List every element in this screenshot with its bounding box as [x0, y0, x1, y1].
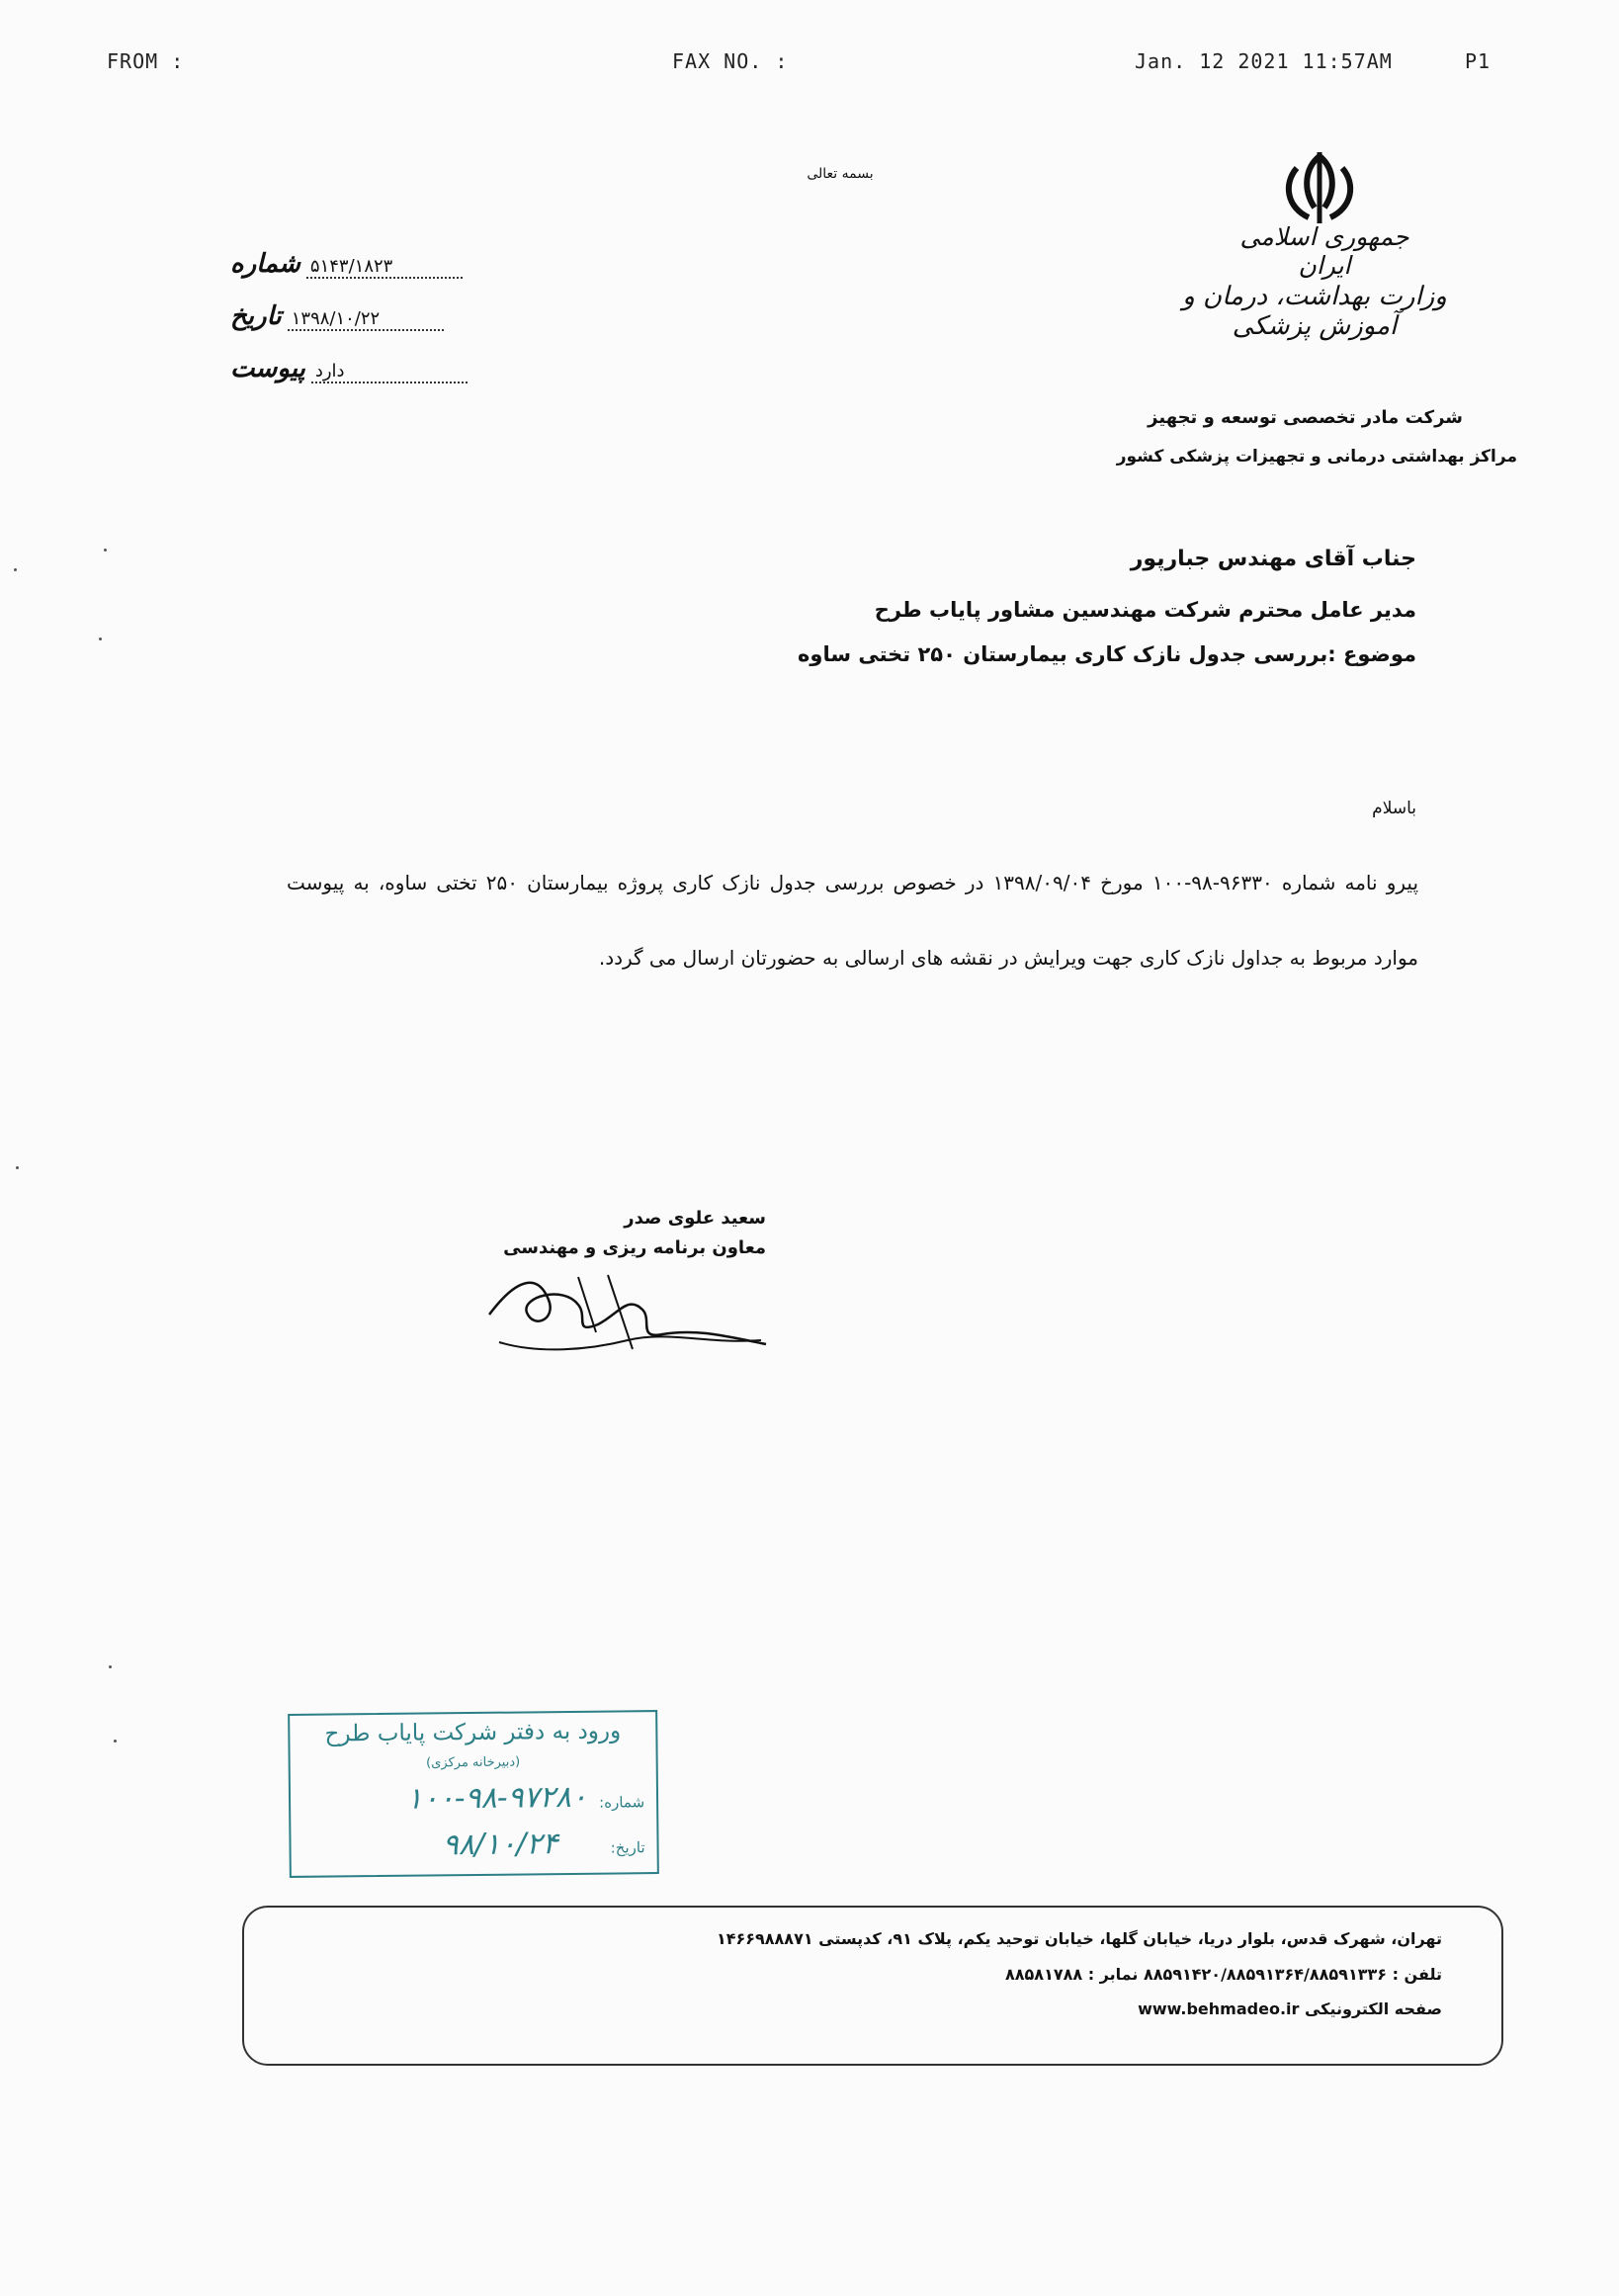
letter-date-label: تاریخ: [230, 301, 282, 331]
footer-phones: تلفن : ۸۸۵۹۱۴۲۰/۸۸۵۹۱۳۶۴/۸۸۵۹۱۳۳۶ نمابر : ۸۸۵۸۱۷۸۸: [1005, 1965, 1442, 1984]
received-stamp: [288, 1710, 659, 1878]
letter-number-row: [230, 249, 517, 279]
stamp-number-value: ۱۰۰-۹۸-۹۷۲۸۰: [406, 1779, 588, 1817]
stamp-subtitle: (دبیرخانه مرکزی): [426, 1754, 521, 1771]
bismillah: بسمه تعالی: [807, 166, 874, 182]
fax-from-label: FROM :: [107, 49, 185, 73]
company-name-line2: مراکز بهداشتی درمانی و تجهیزات پزشکی کشور: [1116, 447, 1517, 467]
footer-website: صفحه الکترونیکی www.behmadeo.ir: [1138, 1999, 1442, 2018]
salutation: باسلام: [1372, 799, 1416, 818]
scan-speck: [16, 1166, 19, 1169]
stamp-date-label: تاریخ:: [610, 1838, 645, 1857]
republic-title: جمهوری اسلامی ایران: [1239, 222, 1409, 280]
signatory-name: سعید علوی صدر: [624, 1208, 766, 1229]
scan-speck: [99, 638, 102, 640]
addressee-position: مدیر عامل محترم شرکت مهندسین مشاور پایاب طرح: [874, 598, 1416, 622]
letter-date-row: [230, 301, 517, 331]
letter-date-value: ۱۳۹۸/۱۰/۲۲: [288, 308, 444, 331]
handwritten-signature: [479, 1255, 776, 1364]
fax-datetime: Jan. 12 2021 11:57AM: [1135, 49, 1393, 73]
footer-box: [242, 1906, 1503, 2066]
footer-address: تهران، شهرک قدس، بلوار دریا، خیابان گلها، خیابان توحید یکم، پلاک ۹۱، کدپستی ۱۴۶۶۹۸۸۸۷۱: [716, 1929, 1442, 1948]
letter-body: پیرو نامه شماره ۹۶۳۳۰-۹۸-۱۰۰ مورخ ۱۳۹۸/۰۹/۰۴ در خصوص بررسی جدول نازک کاری پروژه بیمارستان ۲۵۰ تختی ساوه، به پیوست موارد مربوط به جداول نازک کاری جهت ویرایش در نقشه های ارسالی به حضورتان ارسال می گردد.: [287, 871, 1419, 970]
letter-number-value: ۵۱۴۳/۱۸۲۳: [306, 256, 463, 279]
scan-speck: [109, 1665, 112, 1668]
company-name-line1: شرکت مادر تخصصی توسعه و تجهیز: [1148, 407, 1463, 428]
iran-emblem-icon: [1275, 148, 1364, 227]
letter-attachment-value: دارد: [311, 361, 468, 383]
letter-number-label: شماره: [230, 249, 300, 279]
fax-page: P1: [1465, 49, 1491, 73]
scan-speck: [114, 1740, 117, 1743]
stamp-number-label: شماره:: [599, 1793, 645, 1812]
stamp-title: ورود به دفتر شرکت پایاب طرح: [324, 1718, 622, 1747]
letter-attachment-label: پیوست: [230, 354, 305, 383]
ministry-title: وزارت بهداشت، درمان و آموزش پزشکی: [1182, 282, 1447, 341]
letter-attachment-row: [230, 354, 517, 383]
scan-speck: [14, 568, 17, 571]
letter-subject: موضوع :بررسی جدول نازک کاری بیمارستان ۲۵۰ تختی ساوه: [798, 642, 1416, 666]
fax-number-label: FAX NO. :: [672, 49, 789, 73]
stamp-date-value: ۹۸/۱۰/۲۴: [442, 1827, 558, 1863]
signatory-title: معاون برنامه ریزی و مهندسی: [503, 1237, 766, 1258]
scan-speck: [104, 549, 107, 552]
addressee-name: جناب آقای مهندس جبارپور: [1130, 547, 1416, 571]
